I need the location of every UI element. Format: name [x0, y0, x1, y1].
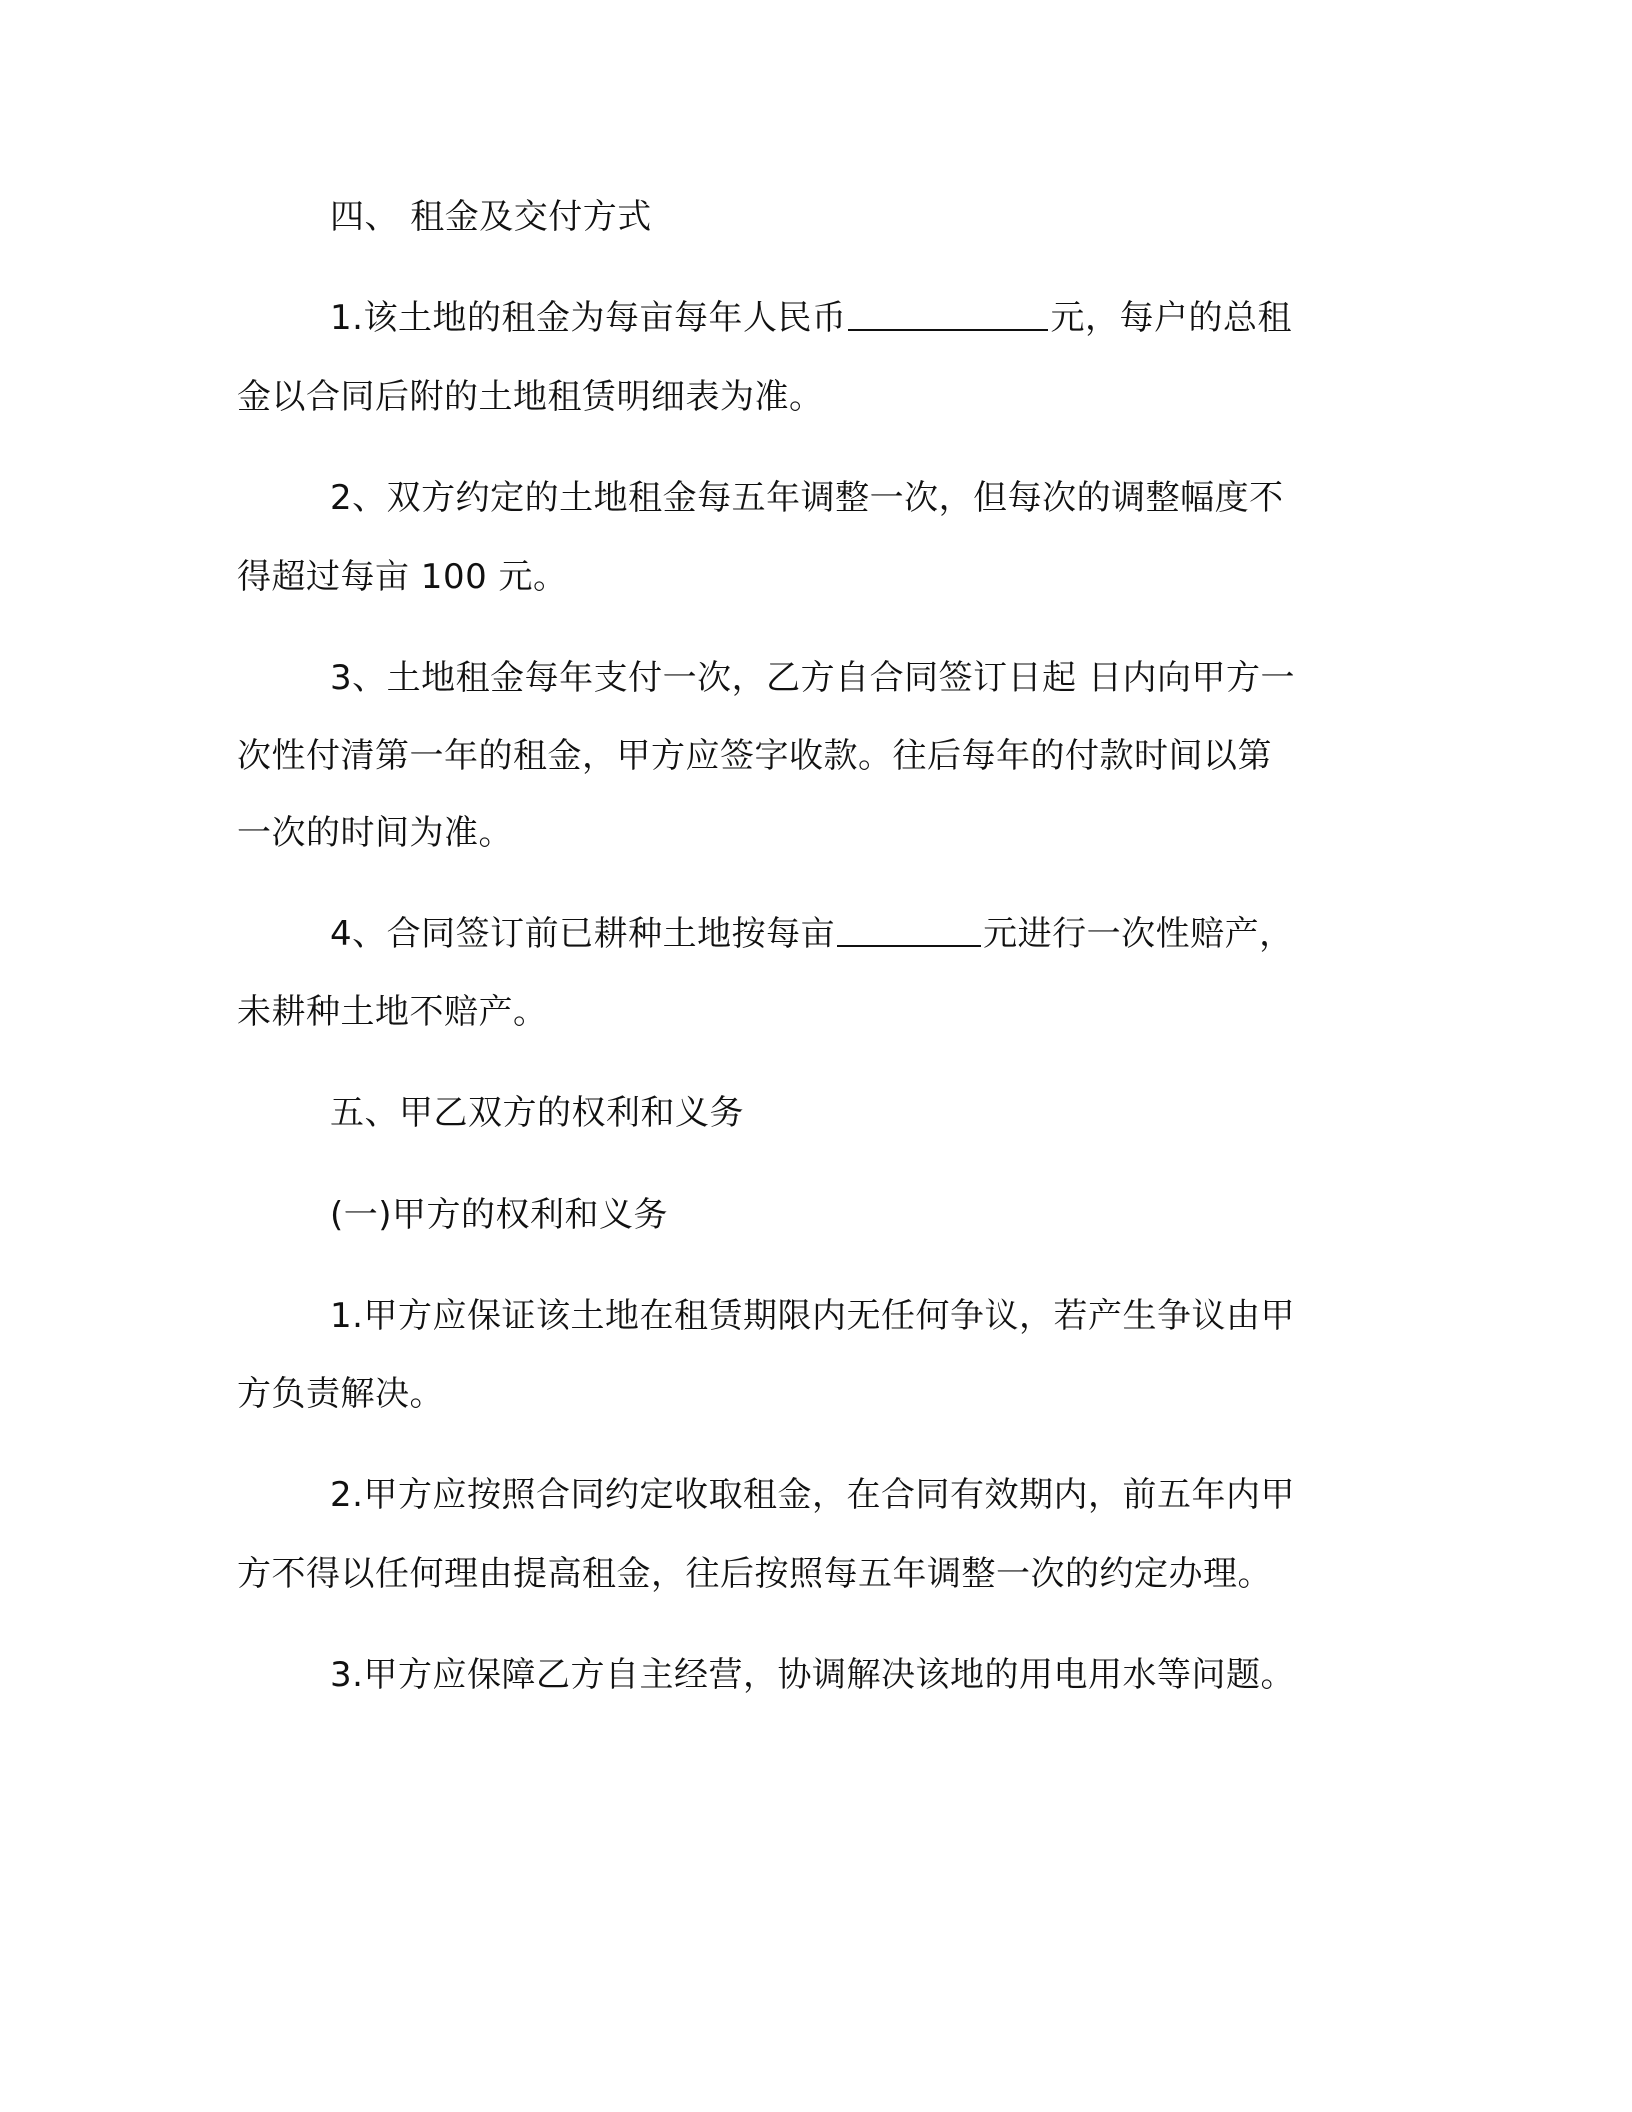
- clause-4-1-line-1: [330, 298, 1470, 338]
- compensation-amount-blank: [837, 915, 981, 947]
- clause-5-1-1-line-1: 1.甲方应保证该土地在租赁期限内无任何争议，若产生争议由甲: [330, 1296, 1295, 1336]
- clause-4-3-line-2: 次性付清第一年的租金，甲方应签字收款。往后每年的付款时间以第: [237, 736, 1272, 776]
- clause-4-4-line-1: [330, 914, 1470, 954]
- clause-4-1-line-2: 金以合同后附的土地租赁明细表为准。: [237, 377, 824, 417]
- clause-4-3-line-3: 一次的时间为准。: [237, 813, 513, 853]
- clause-4-1-text-b: 元，每户的总租: [1050, 298, 1292, 338]
- section-5-heading: 五、甲乙双方的权利和义务: [330, 1093, 744, 1133]
- clause-4-4-text-b: 元进行一次性赔产，: [983, 914, 1294, 954]
- clause-5-1-1-line-2: 方负责解决。: [237, 1374, 444, 1414]
- subsection-1-heading: (一)甲方的权利和义务: [330, 1195, 669, 1235]
- clause-5-1-2-line-2: 方不得以任何理由提高租金，往后按照每五年调整一次的约定办理。: [237, 1554, 1272, 1594]
- clause-4-2-line-2: 得超过每亩 100 元。: [237, 557, 568, 597]
- clause-5-1-2-line-1: 2.甲方应按照合同约定收取租金，在合同有效期内，前五年内甲: [330, 1475, 1295, 1515]
- clause-4-4-text-a: 4、合同签订前已耕种土地按每亩: [330, 914, 836, 954]
- rent-amount-blank: [848, 299, 1048, 331]
- clause-4-2-line-1: 2、双方约定的土地租金每五年调整一次，但每次的调整幅度不: [330, 478, 1284, 518]
- clause-4-1-text-a: 1.该土地的租金为每亩每年人民币: [330, 298, 847, 338]
- clause-5-1-3-line-1: 3.甲方应保障乙方自主经营，协调解决该地的用电用水等问题。: [330, 1655, 1295, 1695]
- clause-4-4-line-2: 未耕种土地不赔产。: [237, 992, 548, 1032]
- clause-4-3-line-1: 3、土地租金每年支付一次，乙方自合同签订日起 日内向甲方一: [330, 658, 1295, 698]
- section-4-heading: 四、 租金及交付方式: [330, 197, 652, 237]
